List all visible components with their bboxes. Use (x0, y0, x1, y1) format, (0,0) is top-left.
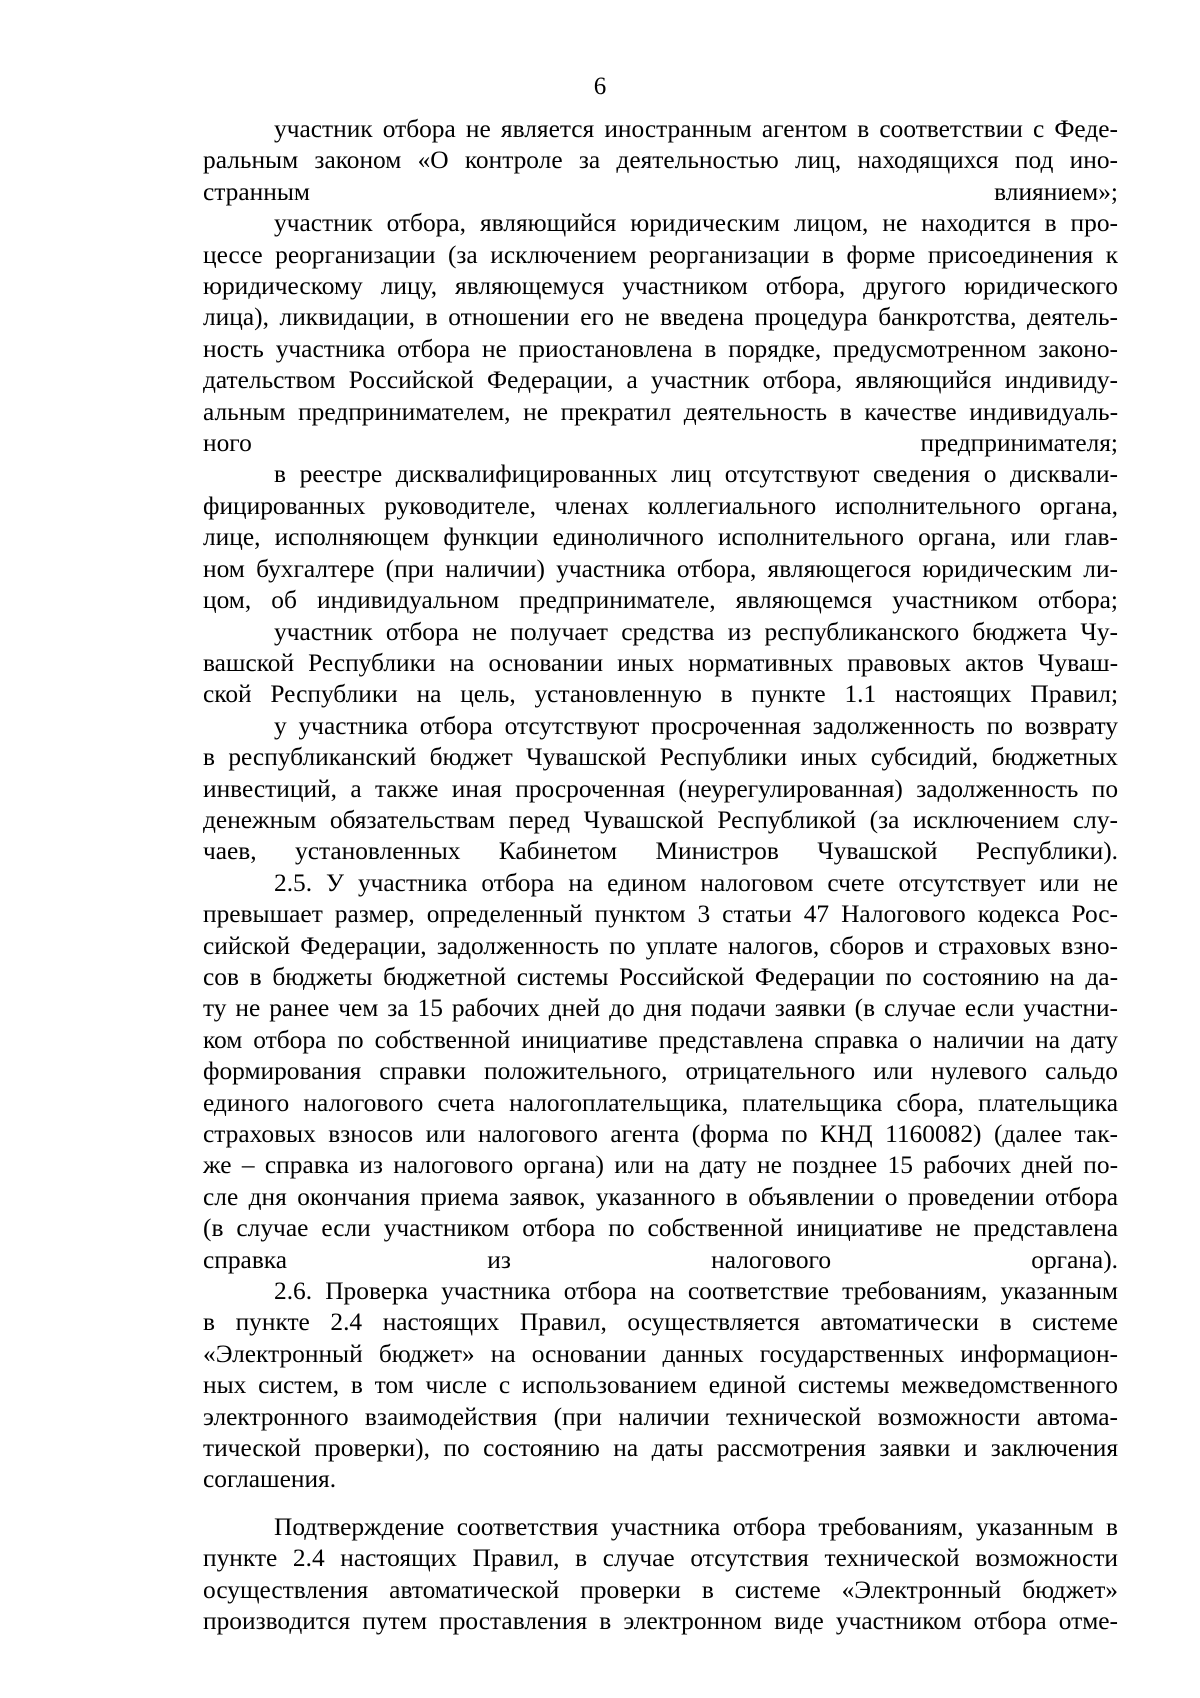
text-line: ской Республики на цель, установленную в пункте 1.1 настоящих Правил; (203, 680, 1118, 709)
text-line: ту не ранее чем за 15 рабочих дней до дня подачи заявки (в случае если участни- (203, 994, 1118, 1023)
text-line: 2.6. Проверка участника отбора на соответствие требованиям, указанным (274, 1277, 1118, 1306)
text-line: вашской Республики на основании иных нормативных правовых актов Чуваш- (203, 648, 1119, 677)
paragraph (203, 617, 1118, 711)
paragraph (203, 868, 1118, 1276)
paragraph (203, 114, 1118, 208)
text-line: сов в бюджеты бюджетной системы Российской Федерации по состоянию на да- (203, 962, 1119, 991)
paragraph (203, 711, 1118, 868)
text-line: участник отбора не является иностранным агентом в соответствии с Феде- (274, 115, 1119, 143)
text-line: ного предпринимателя; (203, 429, 1118, 458)
text-line: справка из налогового органа). (203, 1245, 1118, 1274)
text-line: участник отбора не получает средства из республиканского бюджета Чу- (274, 617, 1118, 646)
text-line: единого налогового счета налогоплательщика, плательщика сбора, плательщика (203, 1088, 1118, 1117)
text-line: электронного взаимодействия (при наличии технической возможности автома- (203, 1402, 1118, 1431)
text-line: Подтверждение соответствия участника отбора требованиям, указанным в (274, 1512, 1118, 1541)
text-line: формирования справки положительного, отрицательного или нулевого сальдо (203, 1057, 1118, 1086)
text-line: ном бухгалтере (при наличии) участника отбора, являющегося юридическим ли- (203, 554, 1118, 583)
text-line: же – справка из налогового органа) или на дату не позднее 15 рабочих дней по- (203, 1151, 1119, 1180)
text-line: ком отбора по собственной инициативе представлена справка о наличии на дату (203, 1025, 1118, 1054)
text-line: сле дня окончания приема заявок, указанного в объявлении о проведении отбора (203, 1182, 1119, 1211)
text-line: в республиканский бюджет Чувашской Республики иных субсидий, бюджетных (203, 743, 1118, 772)
text-line: цессе реорганизации (за исключением реорганизации в форме присоединения к (203, 240, 1118, 269)
paragraph (203, 208, 1118, 459)
text-line: в реестре дисквалифицированных лиц отсутствуют сведения о дисквали- (274, 460, 1118, 489)
text-line: ность участника отбора не приостановлена в порядке, предусмотренном законо- (203, 334, 1119, 363)
text-line: соглашения. (203, 1465, 337, 1494)
text-line: сийской Федерации, задолженность по уплате налогов, сборов и страховых взно- (203, 931, 1118, 960)
text-line: цом, об индивидуальном предпринимателе, являющемся участником отбора; (203, 586, 1118, 615)
paragraph (203, 1276, 1118, 1496)
paragraph (203, 1512, 1118, 1638)
text-line: альным предпринимателем, не прекратил деятельность в качестве индивидуаль- (203, 397, 1119, 426)
text-line: лице, исполняющем функции единоличного исполнительного органа, или глав- (203, 523, 1118, 552)
text-line: в пункте 2.4 настоящих Правил, осуществляется автоматически в системе (203, 1308, 1118, 1337)
text-line: ральным законом «О контроле за деятельностью лиц, находящихся под ино- (203, 146, 1118, 175)
text-line: денежным обязательствам перед Чувашской Республикой (за исключением слу- (203, 805, 1118, 834)
text-line: фицированных руководителе, членах коллегиального исполнительного органа, (203, 491, 1118, 520)
document-body (203, 114, 1118, 1638)
text-line: ных систем, в том числе с использованием единой системы межведомственного (203, 1371, 1118, 1400)
text-line: чаев, установленных Кабинетом Министров Чувашской Республики). (203, 837, 1118, 866)
paragraph (203, 459, 1118, 616)
text-line: дательством Российской Федерации, а участник отбора, являющийся индивиду- (203, 366, 1119, 395)
text-line: производится путем проставления в электронном виде участником отбора отме- (203, 1607, 1119, 1636)
text-line: страховых взносов или налогового агента (форма по КНД 1160082) (далее так- (203, 1120, 1118, 1148)
text-line: пункте 2.4 настоящих Правил, в случае отсутствия технической возможности (203, 1544, 1118, 1573)
text-line: у участника отбора отсутствуют просроченная задолженность по возврату (274, 711, 1118, 740)
page-number: 6 (593, 73, 607, 100)
text-line: «Электронный бюджет» на основании данных государственных информацион- (203, 1339, 1118, 1368)
text-line: странным влиянием»; (203, 177, 1118, 206)
text-line: осуществления автоматической проверки в системе «Электронный бюджет» (203, 1575, 1118, 1604)
text-line: 2.5. У участника отбора на едином налоговом счете отсутствует или не (274, 868, 1119, 897)
text-line: юридическому лицу, являющемуся участником отбора, другого юридического (203, 272, 1119, 301)
text-line: (в случае если участником отбора по собственной инициативе не представлена (203, 1214, 1119, 1243)
paragraph-gap (203, 1496, 1118, 1512)
text-line: тической проверки), по состоянию на даты рассмотрения заявки и заключения (203, 1434, 1118, 1463)
text-line: лица), ликвидации, в отношении его не введена процедура банкротства, деятель- (203, 303, 1118, 332)
text-line: участник отбора, являющийся юридическим лицом, не находится в про- (274, 209, 1118, 238)
text-line: превышает размер, определенный пунктом 3 статьи 47 Налогового кодекса Рос- (203, 900, 1118, 929)
text-line: инвестиций, а также иная просроченная (неурегулированная) задолженность по (203, 774, 1119, 803)
